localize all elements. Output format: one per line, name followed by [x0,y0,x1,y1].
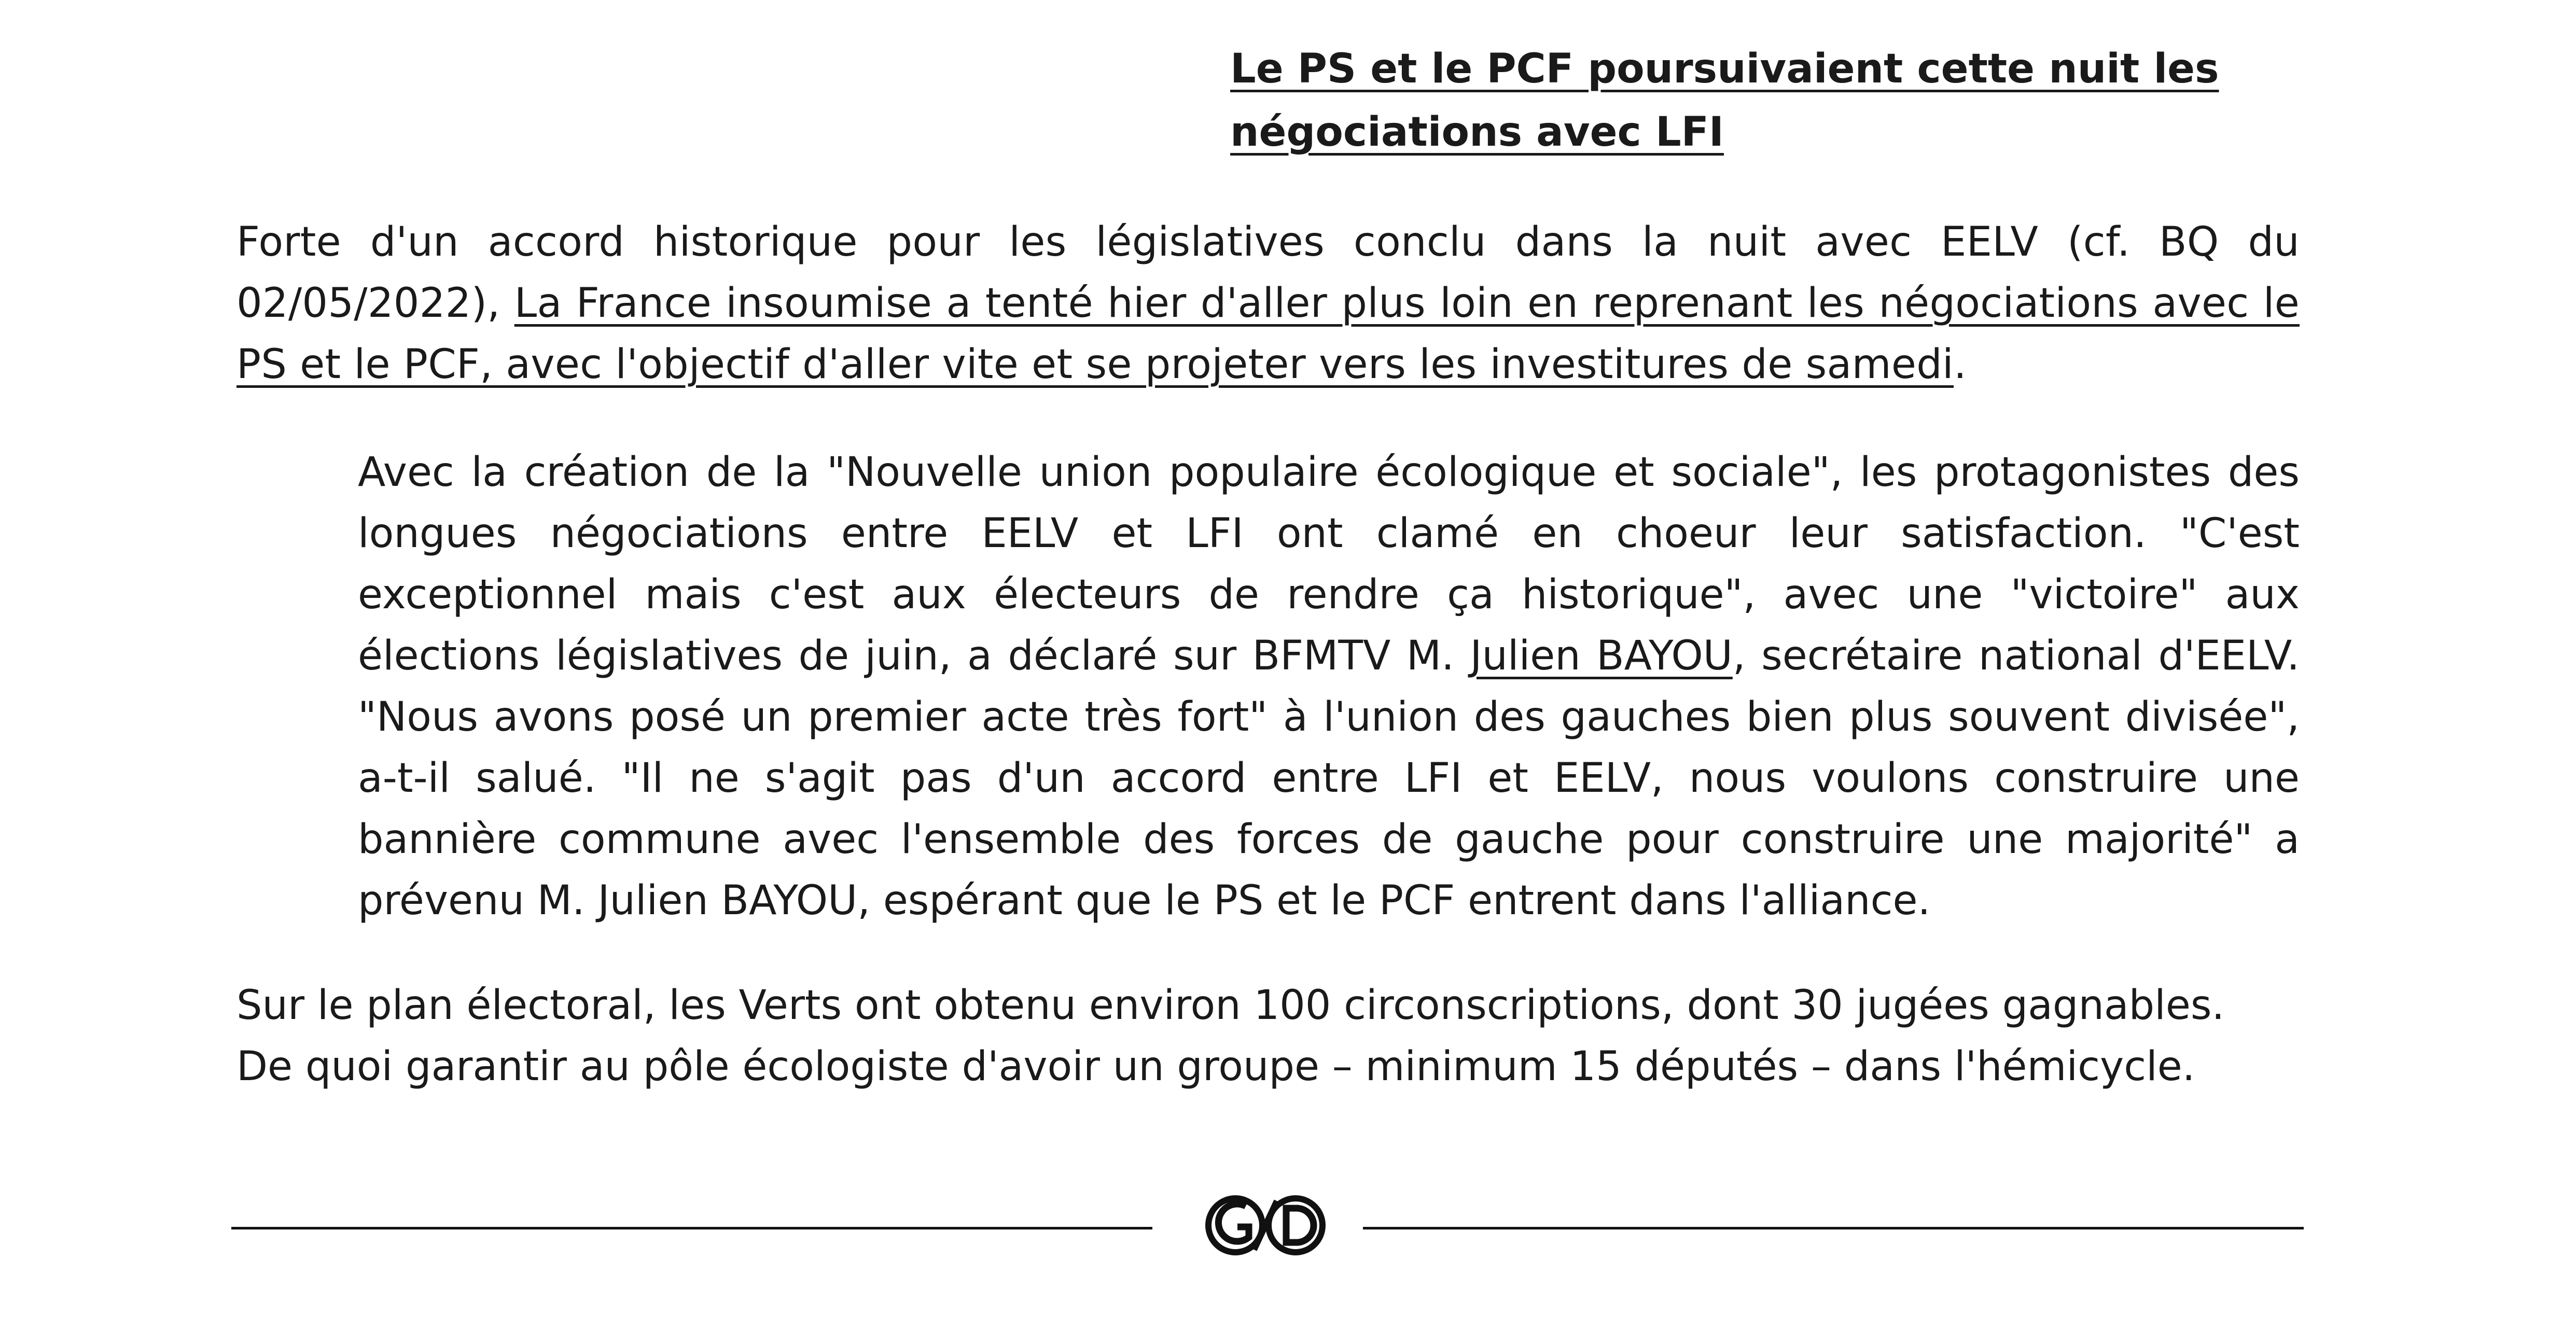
intro-underlined-text: La France insoumise a tenté hier d'aller plus loin en reprenant les négociations avec le PS et le PCF, avec l'objectif d'aller vite et se projeter vers les investitures de samedi [236,280,2300,388]
closing-paragraph [236,975,2311,1097]
person-name: Julien BAYOU [1470,633,1733,679]
title-line-2: négociations avec LFI [1230,109,1724,156]
footer-rule-right [1363,1227,2304,1229]
closing-line-2: De quoi garantir au pôle écologiste d'avoir un groupe – minimum 15 députés – dans l'hémicycle. [236,1043,2195,1090]
intro-text: Forte d'un accord historique pour les législatives conclu dans la nuit avec EELV (cf. BQ du 02/05/2022), [236,219,2300,327]
footer-rule-left [231,1227,1152,1229]
intro-paragraph [236,212,2300,395]
quote-text-start: Avec la création de la "Nouvelle union populaire écologique et sociale", les protagonistes des longues négociations entre EELV et LFI ont clamé en choeur leur satisfaction. "C'est exceptionnel mais c'est aux électeurs de rendre ça historique", avec une "victoire" aux élections législatives de juin, a déclaré sur BFMTV M. [358,449,2300,679]
title-line-1: Le PS et le PCF poursuivaient cette nuit les [1230,46,2219,92]
closing-line-1: Sur le plan électoral, les Verts ont obtenu environ 100 circonscriptions, dont 30 jugées gagnables. [236,982,2225,1029]
quote-text-end: , secrétaire national d'EELV. "Nous avons posé un premier acte très fort" à l'union des gauches bien plus souvent divisée", a-t-il salué. "Il ne s'agit pas d'un accord entre LFI et EELV, nous voulons construire une bannière commune avec l'ensemble des forces de gauche pour construire une majorité" a prévenu M. Julien BAYOU, espérant que le PS et le PCF entrent dans l'alliance. [358,633,2300,924]
article-title [1230,37,2300,164]
intro-period: . [1954,341,1967,388]
quote-paragraph [358,442,2300,931]
gd-logo-icon [1188,1186,1343,1264]
